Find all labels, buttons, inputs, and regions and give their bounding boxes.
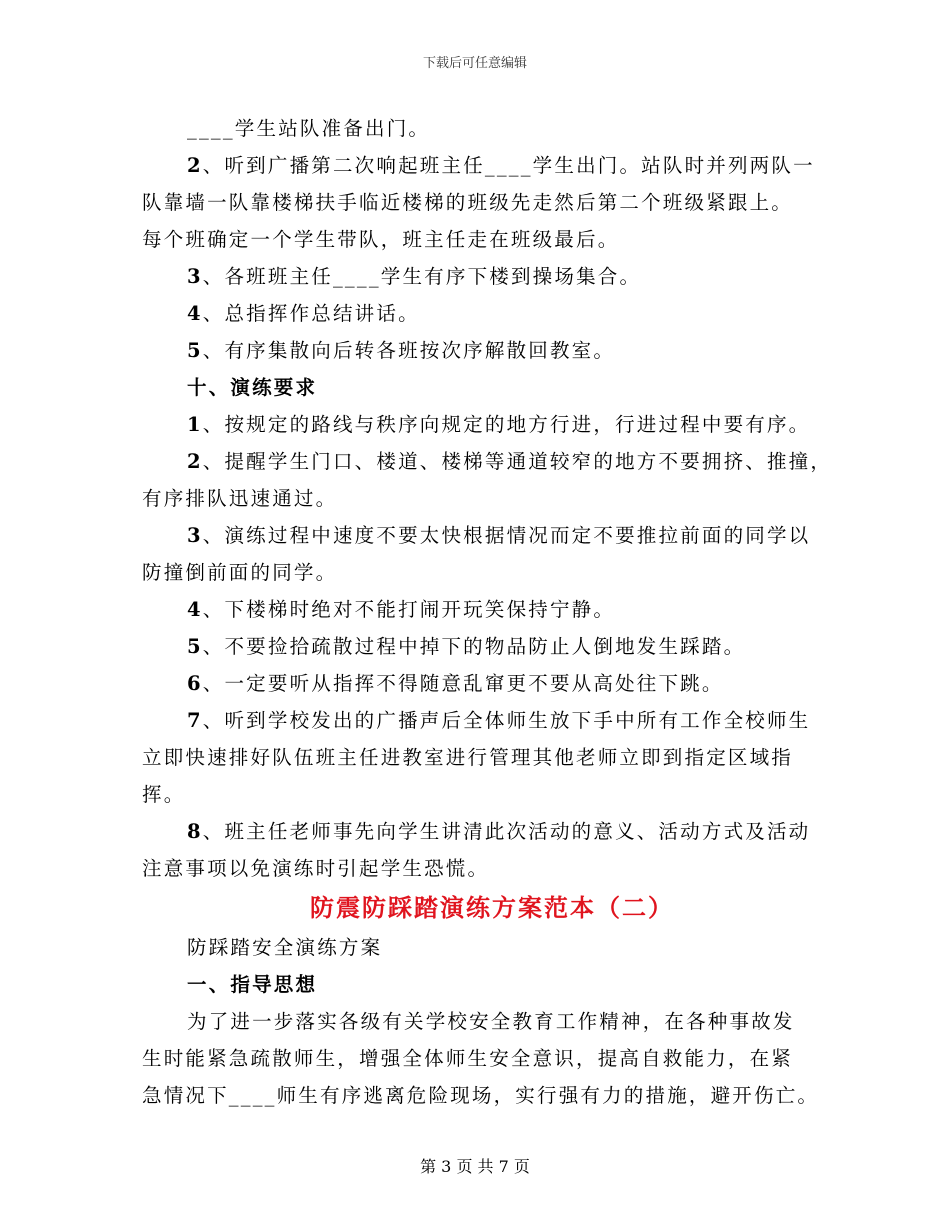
paragraph-line: ____学生站队准备出门。 (187, 117, 431, 140)
paragraph-line (142, 591, 812, 628)
section-heading: 一、指导思想 (187, 973, 318, 996)
item-number: 4 (187, 598, 203, 621)
item-text: 、总指挥作总结讲话。 (202, 302, 420, 325)
paragraph-line: 急情况下____师生有序逃离危险现场，实行强有力的措施，避开伤亡。 (142, 1084, 820, 1107)
paragraph-line: 每个班确定一个学生带队，班主任走在班级最后。 (142, 228, 620, 251)
paragraph-line (142, 258, 812, 295)
item-number: 8 (187, 820, 203, 843)
item-text: 、按规定的路线与秩序向规定的地方行进，行进过程中要有序。 (202, 413, 811, 436)
item-number: 7 (187, 709, 203, 732)
paragraph-line: 生时能紧急疏散师生，增强全体师生安全意识，提高自救能力，在紧 (142, 1047, 794, 1070)
item-text: 、演练过程中速度不要太快根据情况而定不要推拉前面的同学以 (202, 524, 811, 547)
paragraph-line (142, 813, 812, 850)
item-text: 、听到广播第二次响起班主任____学生出门。站队时并列两队一 (202, 154, 815, 177)
paragraph-line: 有序排队迅速通过。 (142, 487, 338, 510)
paragraph-line (142, 665, 812, 702)
item-number: 2 (187, 450, 203, 473)
item-text: 、下楼梯时绝对不能打闹开玩笑保持宁静。 (202, 598, 616, 621)
item-number: 1 (187, 413, 203, 436)
item-number: 3 (187, 524, 203, 547)
paragraph-line: 挥。 (142, 783, 186, 806)
item-text: 、听到学校发出的广播声后全体师生放下手中所有工作全校师生 (202, 709, 811, 732)
paragraph-line (142, 702, 812, 739)
paragraph-line: 防踩踏安全演练方案 (187, 936, 383, 959)
item-number: 5 (187, 635, 203, 658)
item-number: 2 (187, 154, 203, 177)
document-title: 防震防踩踏演练方案范本（二） (310, 893, 674, 922)
paragraph-line (142, 517, 812, 554)
item-text: 、提醒学生门口、楼道、楼梯等通道较窄的地方不要拥挤、推撞， (202, 450, 833, 473)
item-text: 、一定要听从指挥不得随意乱窜更不要从高处往下跳。 (202, 672, 724, 695)
item-number: 6 (187, 672, 203, 695)
paragraph-line (142, 332, 812, 369)
paragraph-line: 队靠墙一队靠楼梯扶手临近楼梯的班级先走然后第二个班级紧跟上。 (142, 191, 794, 214)
item-number: 4 (187, 302, 203, 325)
page-number: 第 3 页 共 7 页 (420, 1157, 530, 1176)
item-number: 5 (187, 339, 203, 362)
paragraph-line (142, 406, 812, 443)
paragraph-line (142, 443, 833, 480)
section-heading: 十、演练要求 (187, 376, 318, 399)
item-number: 3 (187, 265, 203, 288)
item-text: 、不要捡拾疏散过程中掉下的物品防止人倒地发生踩踏。 (202, 635, 746, 658)
paragraph-line (142, 147, 815, 184)
paragraph-line (142, 295, 812, 332)
item-text: 、班主任老师事先向学生讲清此次活动的意义、活动方式及活动 (202, 820, 811, 843)
paragraph-line: 注意事项以免演练时引起学生恐慌。 (142, 857, 490, 880)
item-text: 、各班班主任____学生有序下楼到操场集合。 (202, 265, 642, 288)
document-body (142, 110, 833, 1114)
header-note: 下载后可任意编辑 (422, 56, 527, 71)
paragraph-line: 立即快速排好队伍班主任进教室进行管理其他老师立即到指定区域指 (142, 746, 794, 769)
paragraph-line (142, 628, 812, 665)
paragraph-line: 防撞倒前面的同学。 (142, 561, 338, 584)
paragraph-line: 为了进一步落实各级有关学校安全教育工作精神，在各种事故发 (187, 1010, 795, 1033)
item-text: 、有序集散向后转各班按次序解散回教室。 (202, 339, 616, 362)
